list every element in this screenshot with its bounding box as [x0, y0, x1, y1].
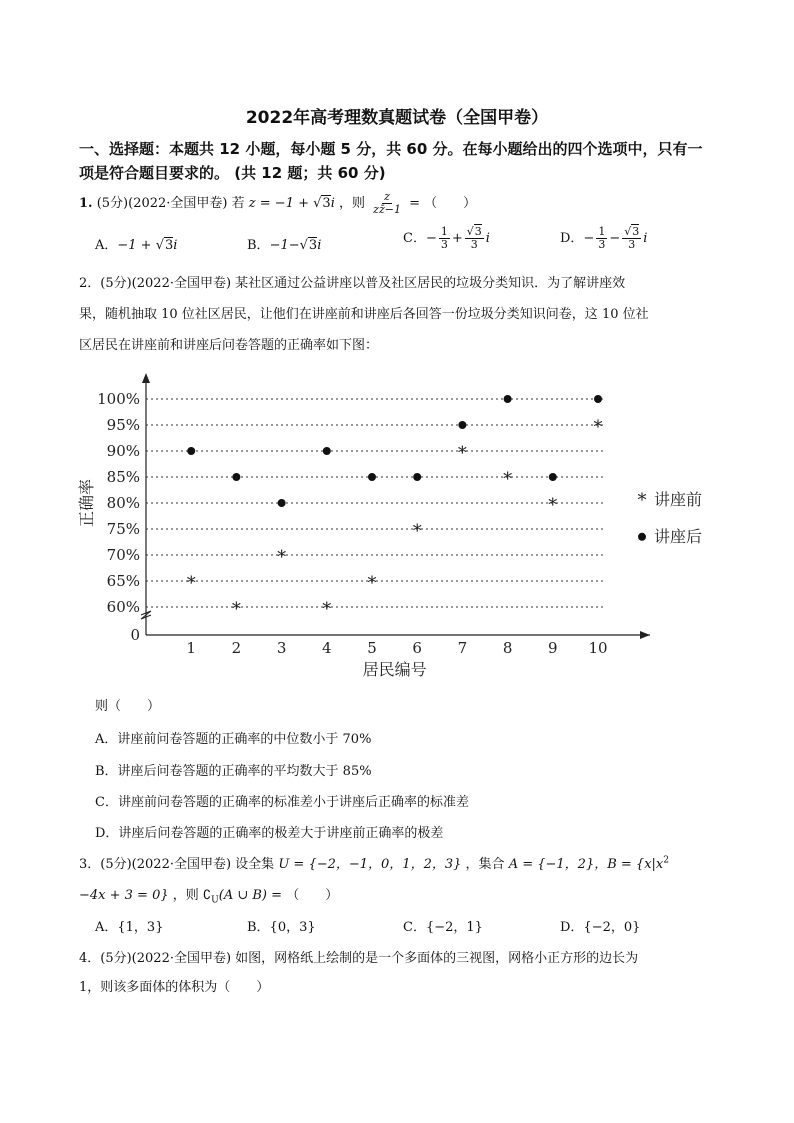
question-1-option-a: A．−1 + √3i: [95, 238, 178, 253]
question-2-option-b: B．讲座后问卷答题的正确率的平均数大于 85%: [95, 764, 372, 779]
section-heading: 一、选择题：本题共 12 小题，每小题 5 分，共 60 分。在每小题给出的四个选项中，只有一 项是符合题目要求的。 (共 12 题；共 60 分): [79, 140, 703, 182]
x-tick-label: 1: [186, 639, 196, 657]
point-after: [413, 473, 421, 481]
point-after: [278, 499, 286, 507]
point-before: *: [186, 573, 196, 594]
legend-marker-after: [638, 533, 646, 541]
question-3-stem-line1: 3．(5分)(2022·全国甲卷) 设全集 U = {−2，−1，0，1，2，3} ，集合 A = {−1，2}，$B = \{x|x^2$: [79, 855, 669, 872]
point-after: [504, 395, 512, 403]
point-before: *: [231, 599, 241, 620]
point-before: *: [593, 417, 603, 438]
question-2-option-c: C．讲座前问卷答题的正确率的标准差小于讲座后正确率的标准差: [95, 795, 469, 810]
question-1-option-b: B．−1−√3i: [247, 238, 322, 253]
point-after: [323, 447, 331, 455]
x-tick-label: 10: [588, 639, 608, 657]
y-tick-label: 100%: [97, 390, 140, 408]
question-3-option-b: B．{0，3}: [247, 920, 316, 935]
fraction: $\frac{z}{zz̄-1}$: [373, 190, 401, 216]
question-3-stem-line2: −4x + 3 = 0} ，则 $∁_U(A$ ∪ B) = （ ）: [79, 888, 339, 906]
question-2-stem-line3: 区居民在讲座前和讲座后问卷答题的正确率如下图：: [79, 338, 379, 353]
point-before: *: [412, 521, 422, 542]
page-title: 2022年高考理数真题试卷（全国甲卷）: [245, 108, 549, 128]
question-4-stem-line1: 4．(5分)(2022·全国甲卷) 如图，网格纸上绘制的是一个多面体的三视图，网格小正方形的边长为: [79, 951, 639, 966]
question-2-option-a: A．讲座前问卷答题的正确率的中位数小于 70%: [95, 732, 372, 747]
x-axis-arrow: [640, 631, 650, 639]
y-axis-label: 正确率: [77, 478, 96, 528]
x-tick-label: 7: [457, 639, 468, 657]
question-3-option-d: D．{−2，0}: [560, 920, 641, 935]
point-before: *: [457, 443, 467, 464]
y-tick-label: 0: [130, 626, 140, 644]
point-after: [232, 473, 240, 481]
question-1-option-d: D．− $\frac{1}{3}$ − $\frac{√3}{3}$ i: [560, 225, 648, 251]
question-1-option-c: C．− $\frac{1}{3}$ + $\frac{√3}{3}$ i: [403, 225, 490, 251]
question-1-stem: 1. (5分)(2022·全国甲卷) 若 z = −1 + √3i ，则 $\frac{z}{zz̄-1}$ = （ ）: [79, 190, 477, 216]
point-before: *: [503, 469, 513, 490]
y-tick-label: 90%: [106, 442, 140, 460]
point-before: *: [277, 547, 287, 568]
question-2-then: 则（ ）: [95, 699, 161, 714]
y-tick-label: 80%: [106, 494, 140, 512]
scatter-chart: [70, 365, 750, 685]
question-2-stem-line2: 果，随机抽取 10 位社区居民，让他们在讲座前和讲座后各回答一份垃圾分类知识问卷，这 10 位社: [79, 307, 649, 322]
x-tick-label: 5: [367, 639, 377, 657]
y-tick-label: 60%: [106, 598, 140, 616]
point-before: *: [367, 573, 377, 594]
question-2-option-d: D．讲座后问卷答题的正确率的极差大于讲座前正确率的极差: [95, 826, 444, 841]
point-after: [187, 447, 195, 455]
y-tick-label: 65%: [106, 572, 140, 590]
legend-label-after: 讲座后: [654, 526, 703, 546]
x-tick-label: 8: [502, 639, 513, 657]
x-tick-label: 2: [231, 639, 242, 657]
legend-marker-before: *: [637, 490, 647, 511]
y-tick-label: 95%: [106, 416, 140, 434]
y-tick-label: 85%: [106, 468, 140, 486]
question-2-stem-line1: 2．(5分)(2022·全国甲卷) 某社区通过公益讲座以普及社区居民的垃圾分类知识．为了解讲座效: [79, 276, 626, 291]
legend-label-before: 讲座前: [654, 490, 703, 509]
x-tick-label: 4: [322, 639, 332, 657]
y-axis-arrow: [142, 373, 150, 383]
point-after: [368, 473, 376, 481]
x-tick-label: 6: [412, 639, 422, 657]
point-before: *: [322, 599, 332, 620]
x-axis-label: 居民编号: [362, 660, 427, 679]
y-tick-label: 70%: [106, 546, 140, 564]
y-tick-label: 75%: [106, 520, 140, 538]
x-tick-label: 3: [276, 639, 287, 657]
point-before: *: [548, 495, 558, 516]
point-after: [458, 421, 466, 429]
point-after: [549, 473, 557, 481]
question-3-option-a: A．{1，3}: [95, 920, 164, 935]
point-after: [594, 395, 602, 403]
question-3-option-c: C．{−2，1}: [403, 920, 483, 935]
question-4-stem-line2: 1，则该多面体的体积为（ ）: [79, 980, 270, 995]
x-tick-label: 9: [548, 639, 558, 657]
